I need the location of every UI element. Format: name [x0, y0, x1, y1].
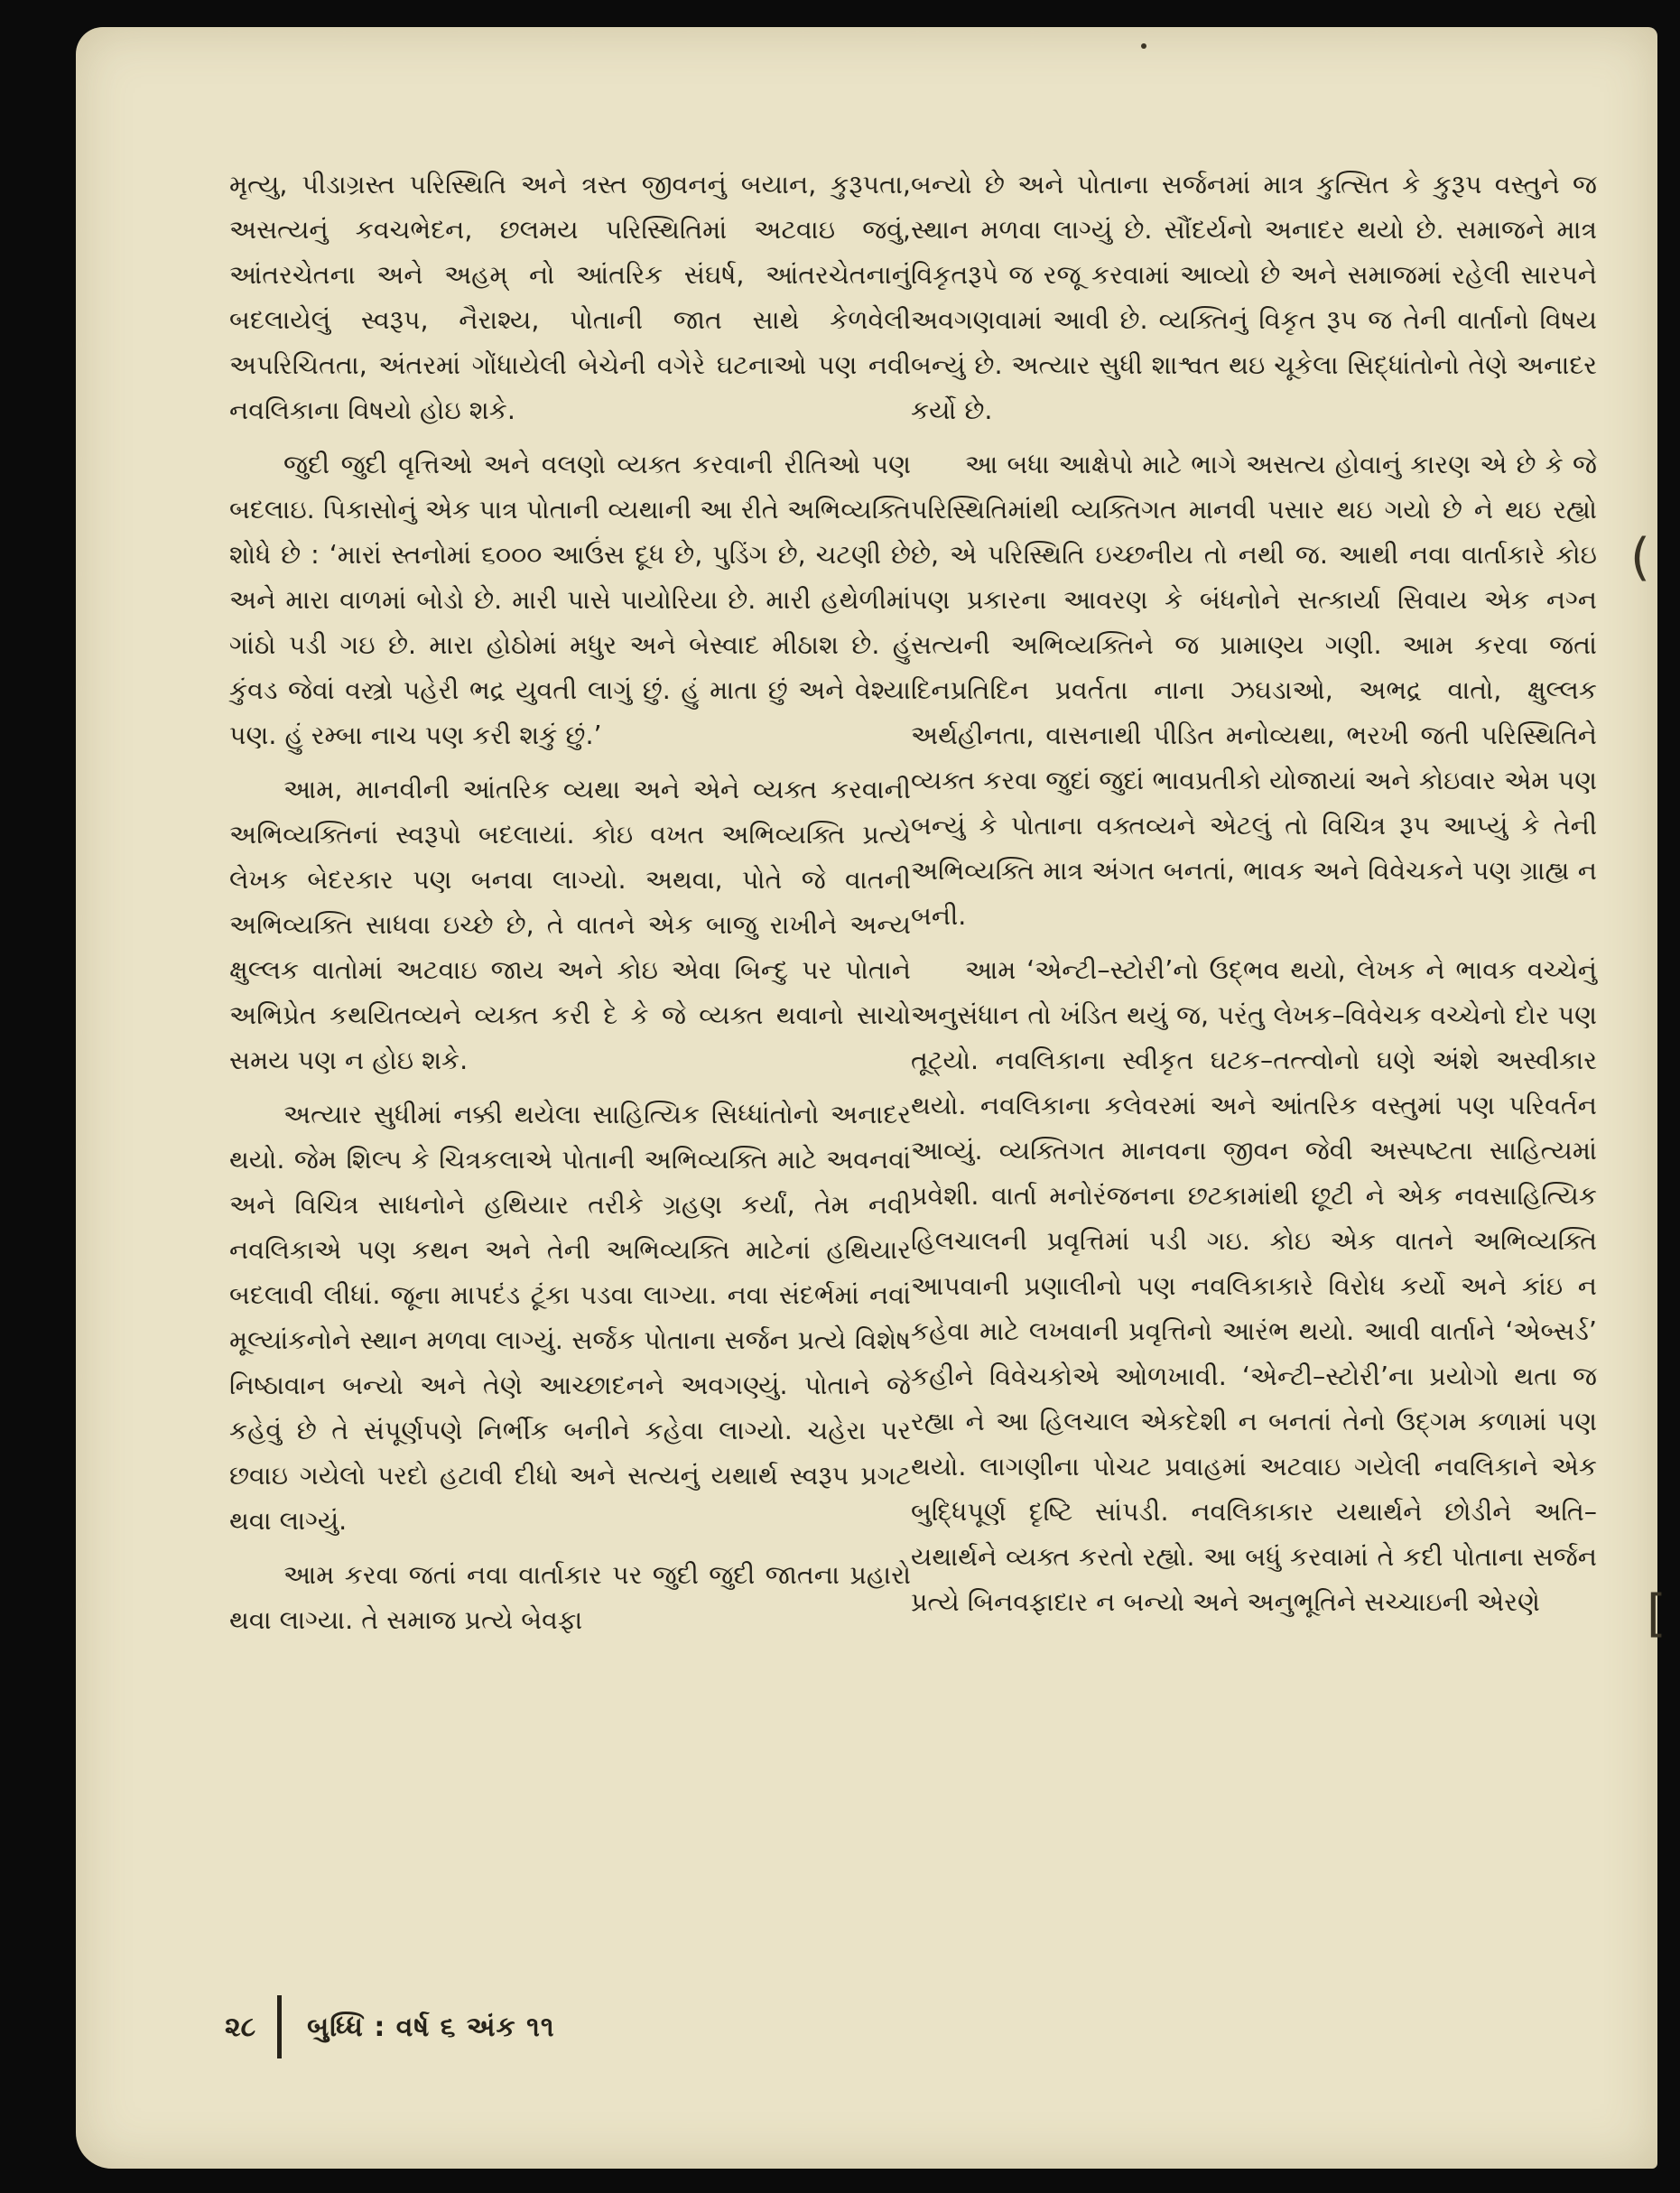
magazine-issue-label: બુધ્ધિ : વર્ષ ૬ અંક ૧૧ [307, 2011, 555, 2043]
paragraph: અત્યાર સુધીમાં નક્કી થયેલા સાહિત્યિક સિધ્ધાંતોનો અનાદર થયો. જેમ શિલ્પ કે ચિત્રકલાએ પોતાની અભિવ્યક્તિ માટે અવનવાં અને વિચિત્ર સાધનોને હથિયાર તરીકે ગ્રહણ કર્યાં, તેમ નવી નવલિકાએ પણ કથન અને તેની અભિવ્યક્તિ માટેનાં હથિયાર બદલાવી લીધાં. જૂના માપદંડ ટૂંકા પડવા લાગ્યા. નવા સંદર્ભમાં નવાં મૂલ્યાંકનોને સ્થાન મળવા લાગ્યું. સર્જક પોતાના સર્જન પ્રત્યે વિશેષ નિષ્ઠાવાન બન્યો અને તેણે આચ્છાદનને અવગણ્યું. પોતાને જે કહેવું છે તે સંપૂર્ણપણે નિર્ભીક બનીને કહેવા લાગ્યો. ચહેરા પર છવાઇ ગયેલો પરદો હટાવી દીધો અને સત્યનું યથાર્થ સ્વરૂપ પ્રગટ થવા લાગ્યું. [229, 1100, 911, 1536]
ink-speck [1141, 43, 1146, 49]
paragraph: મૃત્યુ, પીડાગ્રસ્ત પરિસ્થિતિ અને ત્રસ્ત જીવનનું બયાન, કુરૂપતા, અસત્યનું કવચભેદન, છલમય પરિસ્થિતિમાં અટવાઇ જવું, આંતરચેતના અને અહમ્ નો આંતરિક સંઘર્ષ, આંતરચેતનાનું બદલાયેલું સ્વરૂપ, નૈરાશ્ય, પોતાની જાત સાથે કેળવેલી અપરિચિતતા, અંતરમાં ગોંધાયેલી બેચેની વગેરે ઘટનાઓ પણ નવી નવલિકાના વિષયો હોઇ શકે. [229, 170, 911, 425]
paragraph: આમ ‘એન્ટી–સ્ટોરી’નો ઉદ્ભવ થયો, લેખક ને ભાવક વચ્ચેનું અનુસંધાન તો ખંડિત થયું જ, પરંતુ લેખક–વિવેચક વચ્ચેનો દોર પણ તૂટ્યો. નવલિકાના સ્વીકૃત ઘટક–તત્ત્વોનો ઘણે અંશે અસ્વીકાર થયો. નવલિકાના કલેવરમાં અને આંતરિક વસ્તુમાં પણ પરિવર્તન આવ્યું. વ્યક્તિગત માનવના જીવન જેવી અસ્પષ્ટતા સાહિત્યમાં પ્રવેશી. વાર્તા મનોરંજનના છટકામાંથી છૂટી ને એક નવસાહિત્યિક હિલચાલની પ્રવૃત્તિમાં પડી ગઇ. કોઇ એક વાતને અભિવ્યક્તિ આપવાની પ્રણાલીનો પણ નવલિકાકારે વિરોધ કર્યો અને કાંઇ ન કહેવા માટે લખવાની પ્રવૃત્તિનો આરંભ થયો. આવી વાર્તાને ‘એબ્સર્ડ’ કહીને વિવેચકોએ ઓળખાવી. ‘એન્ટી–સ્ટોરી’ના પ્રયોગો થતા જ રહ્યા ને આ હિલચાલ એકદેશી ન બનતાં તેનો ઉદ્ગમ કળામાં પણ થયો. લાગણીના પોચટ પ્રવાહમાં અટવાઇ ગયેલી નવલિકાને એક બુદ્ધિપૂર્ણ દૃષ્ટિ સાંપડી. નવલિકાકાર યથાર્થને છોડીને અતિ–યથાર્થને વ્યક્ત કરતો રહ્યો. આ બધું કરવામાં તે કદી પોતાના સર્જન પ્રત્યે બિનવફાદાર ન બન્યો અને અનુભૂતિને સચ્ચાઇની એરણે [911, 955, 1597, 1617]
right-text-column [911, 163, 1597, 1634]
paragraph: બન્યો છે અને પોતાના સર્જનમાં માત્ર કુત્સિત કે કુરૂપ વસ્તુને જ સ્થાન મળવા લાગ્યું છે. સૌંદર્યનો અનાદર થયો છે. સમાજને માત્ર વિકૃતરૂપે જ રજૂ કરવામાં આવ્યો છે અને સમાજમાં રહેલી સારપને અવગણવામાં આવી છે. વ્યક્તિનું વિકૃત રૂપ જ તેની વાર્તાનો વિષય બન્યું છે. અત્યાર સુધી શાશ્વત થઇ ચૂકેલા સિદ્ધાંતોનો તેણે અનાદર કર્યો છે. [911, 170, 1597, 425]
margin-bracket-mark: [ [1647, 1584, 1666, 1643]
page-footer [225, 2000, 555, 2054]
paragraph: આ બધા આક્ષેપો માટે ભાગે અસત્ય હોવાનું કારણ એ છે કે જે પરિસ્થિતિમાંથી વ્યક્તિગત માનવી પસાર થઇ ગયો છે ને થઇ રહ્યો છે, એ પરિસ્થિતિ ઇચ્છનીય તો નથી જ. આથી નવા વાર્તાકારે કોઇ પણ પ્રકારના આવરણ કે બંધનોને સત્કાર્યા સિવાય એક નગ્ન સત્યની અભિવ્યક્તિને જ પ્રામાણ્ય ગણી. આમ કરવા જતાં દિનપ્રતિદિન પ્રવર્તતા નાના ઝઘડાઓ, અભદ્ર વાતો, ક્ષુલ્લક અર્થહીનતા, વાસનાથી પીડિત મનોવ્યથા, ભરખી જતી પરિસ્થિતિને વ્યક્ત કરવા જુદાં જુદાં ભાવપ્રતીકો યોજાયાં અને કોઇવાર એમ પણ બન્યું કે પોતાના વક્તવ્યને એટલું તો વિચિત્ર રૂપ આપ્યું કે તેની અભિવ્યક્તિ માત્ર અંગત બનતાં, ભાવક અને વિવેચકને પણ ગ્રાહ્ય ન બની. [911, 450, 1597, 931]
footer-divider [277, 1995, 282, 2058]
magazine-page [76, 27, 1666, 2169]
margin-bracket-mark: ( [1630, 528, 1650, 587]
paragraph: આમ, માનવીની આંતરિક વ્યથા અને એને વ્યક્ત કરવાની અભિવ્યક્તિનાં સ્વરૂપો બદલાયાં. કોઇ વખત અભિવ્યક્તિ પ્રત્યે લેખક બેદરકાર પણ બનવા લાગ્યો. અથવા, પોતે જે વાતની અભિવ્યક્તિ સાધવા ઇચ્છે છે, તે વાતને એક બાજુ રાખીને અન્ય ક્ષુલ્લક વાતોમાં અટવાઇ જાય અને કોઇ એવા બિન્દુ પર પોતાને અભિપ્રેત કથયિતવ્યને વ્યક્ત કરી દે કે જે વ્યક્ત થવાનો સાચો સમય પણ ન હોઇ શકે. [229, 775, 911, 1075]
paragraph: જુદી જુદી વૃત્તિઓ અને વલણો વ્યક્ત કરવાની રીતિઓ પણ બદલાઇ. પિકાસોનું એક પાત્ર પોતાની વ્યથાની આ રીતે અભિવ્યક્તિ શોધે છે : ‘મારાં સ્તનોમાં ૬૦૦૦ આઉંસ દૂધ છે, પુડિંગ છે, ચટણી છે અને મારા વાળમાં બોડો છે. મારી પાસે પાયોરિયા છે. મારી હથેળીમાં ગાંઠો પડી ગઇ છે. મારા હોઠોમાં મધુર અને બેસ્વાદ મીઠાશ છે. હું કુંવડ જેવાં વસ્ત્રો પહેરી ભદ્ર યુવતી લાગું છું. હું માતા છું અને વેશ્યા પણ. હું રમ્બા નાચ પણ કરી શકું છું.’ [229, 450, 911, 750]
left-text-column [229, 163, 911, 1652]
paragraph: આમ કરવા જતાં નવા વાર્તાકાર પર જુદી જુદી જાતના પ્રહારો થવા લાગ્યા. તે સમાજ પ્રત્યે બેવફા [229, 1560, 911, 1635]
page-number: ૨૮ [225, 2011, 256, 2043]
